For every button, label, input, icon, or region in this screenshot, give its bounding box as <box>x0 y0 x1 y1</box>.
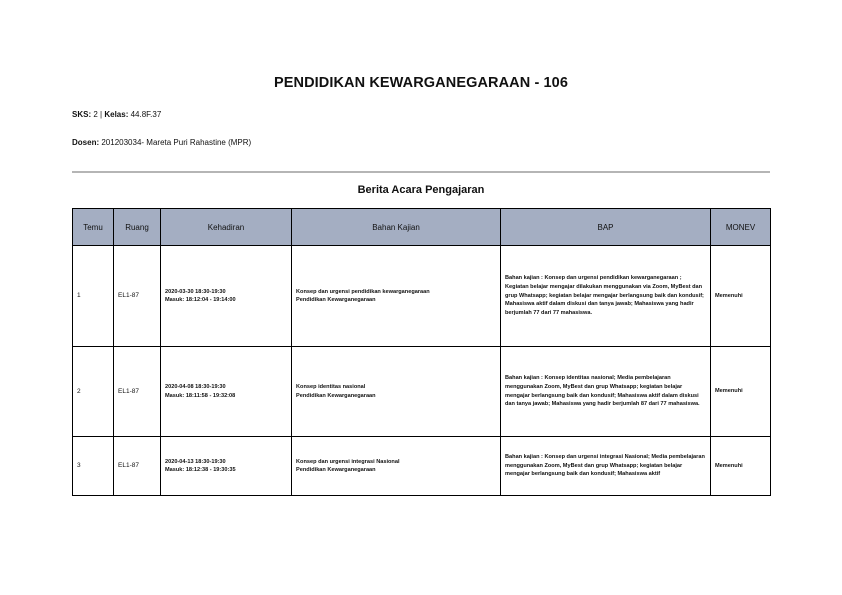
ruang-cell: EL1-87 <box>114 347 161 437</box>
section-title: Berita Acara Pengajaran <box>357 184 485 196</box>
bahan-topic: Konsep dan urgensi pendidikan kewarganegaraan <box>296 288 430 295</box>
course-title: PENDIDIKAN KEWARGANEGARAAN - 106 <box>273 75 569 91</box>
ruang-cell: EL1-87 <box>114 246 161 347</box>
table-row <box>73 246 771 347</box>
header-bap: BAP <box>501 209 711 246</box>
course-info-line <box>72 110 161 119</box>
masuk-text: Masuk: 18:12:38 - 19:30:35 <box>165 467 236 473</box>
header-kehadiran: Kehadiran <box>161 209 292 246</box>
monev-cell: Memenuhi <box>711 437 771 496</box>
temu-cell: 3 <box>73 437 114 496</box>
bap-cell: Bahan kajian : Konsep dan urgensi integrasi Nasional; Media pembelajaran menggunakan Zoom, MyBest dan grup Whatsapp; kegiatan belajar mengajar berlangsung baik dan kondusif; Mahasiswa aktif <box>501 437 711 496</box>
bahan-course: Pendidikan Kewarganegaraan <box>296 297 376 303</box>
bap-cell: Bahan kajian : Konsep dan urgensi pendidikan kewarganegaraan ; Kegiatan belajar mengajar dilakukan menggunakan via Zoom, MyBest dan grup Whatsapp; kegiatan belajar mengajar berlangsung baik dan kondusif; Mahasiswa aktif dalam diskusi dan tanya jawab; Mahasiswa yang hadir berjumlah 77 dari 77 mahasiswa. <box>501 246 711 347</box>
sks-label: SKS: <box>72 110 92 119</box>
jadwal-text: 2020-03-30 18:30-19:30 <box>165 288 226 295</box>
kelas-label: Kelas: <box>104 110 129 119</box>
ruang-cell: EL1-87 <box>114 437 161 496</box>
table-row <box>73 347 771 437</box>
kehadiran-cell <box>161 437 292 496</box>
bap-cell: Bahan kajian : Konsep identitas nasional; Media pembelajaran menggunakan Zoom, MyBest dan grup Whatsapp; kegiatan belajar mengajar berlangsung baik dan kondusif; Mahasiswa aktif dalam diskusi dan tanya jawab; Mahasiswa yang hadir berjumlah 87 dari 77 mahasiswa. <box>501 347 711 437</box>
temu-cell: 1 <box>73 246 114 347</box>
sks-value: 2 <box>93 110 98 119</box>
bahan-kajian-cell <box>292 347 501 437</box>
divider <box>72 171 770 173</box>
header-ruang: Ruang <box>114 209 161 246</box>
header-temu: Temu <box>73 209 114 246</box>
bahan-kajian-cell <box>292 437 501 496</box>
jadwal-text: 2020-04-13 18:30-19:30 <box>165 458 226 465</box>
monev-cell: Memenuhi <box>711 246 771 347</box>
bahan-topic: Konsep identitas nasional <box>296 384 366 391</box>
bahan-kajian-cell <box>292 246 501 347</box>
bahan-course: Pendidikan Kewarganegaraan <box>296 392 376 399</box>
dosen-value: 201203034- Mareta Puri Rahastine (MPR) <box>101 138 252 147</box>
temu-cell: 2 <box>73 347 114 437</box>
bahan-course: Pendidikan Kewarganegaraan <box>296 467 376 473</box>
info-separator: | <box>100 110 103 119</box>
bahan-topic: Konsep dan urgensi integrasi Nasional <box>296 458 400 465</box>
jadwal-text: 2020-04-08 18:30-19:30 <box>165 384 226 391</box>
lecturer-line <box>72 138 251 147</box>
kehadiran-cell <box>161 347 292 437</box>
dosen-label: Dosen: <box>72 138 100 147</box>
header-monev: MONEV <box>711 209 771 246</box>
masuk-text: Masuk: 18:11:58 - 19:32:08 <box>165 392 236 399</box>
table-header-row <box>73 209 771 246</box>
header-bahan-kajian: Bahan Kajian <box>292 209 501 246</box>
kelas-value: 44.8F.37 <box>130 110 162 119</box>
monev-cell: Memenuhi <box>711 347 771 437</box>
kehadiran-cell <box>161 246 292 347</box>
table-row <box>73 437 771 496</box>
masuk-text: Masuk: 18:12:04 - 19:14:00 <box>165 297 236 303</box>
bap-table <box>72 208 771 496</box>
